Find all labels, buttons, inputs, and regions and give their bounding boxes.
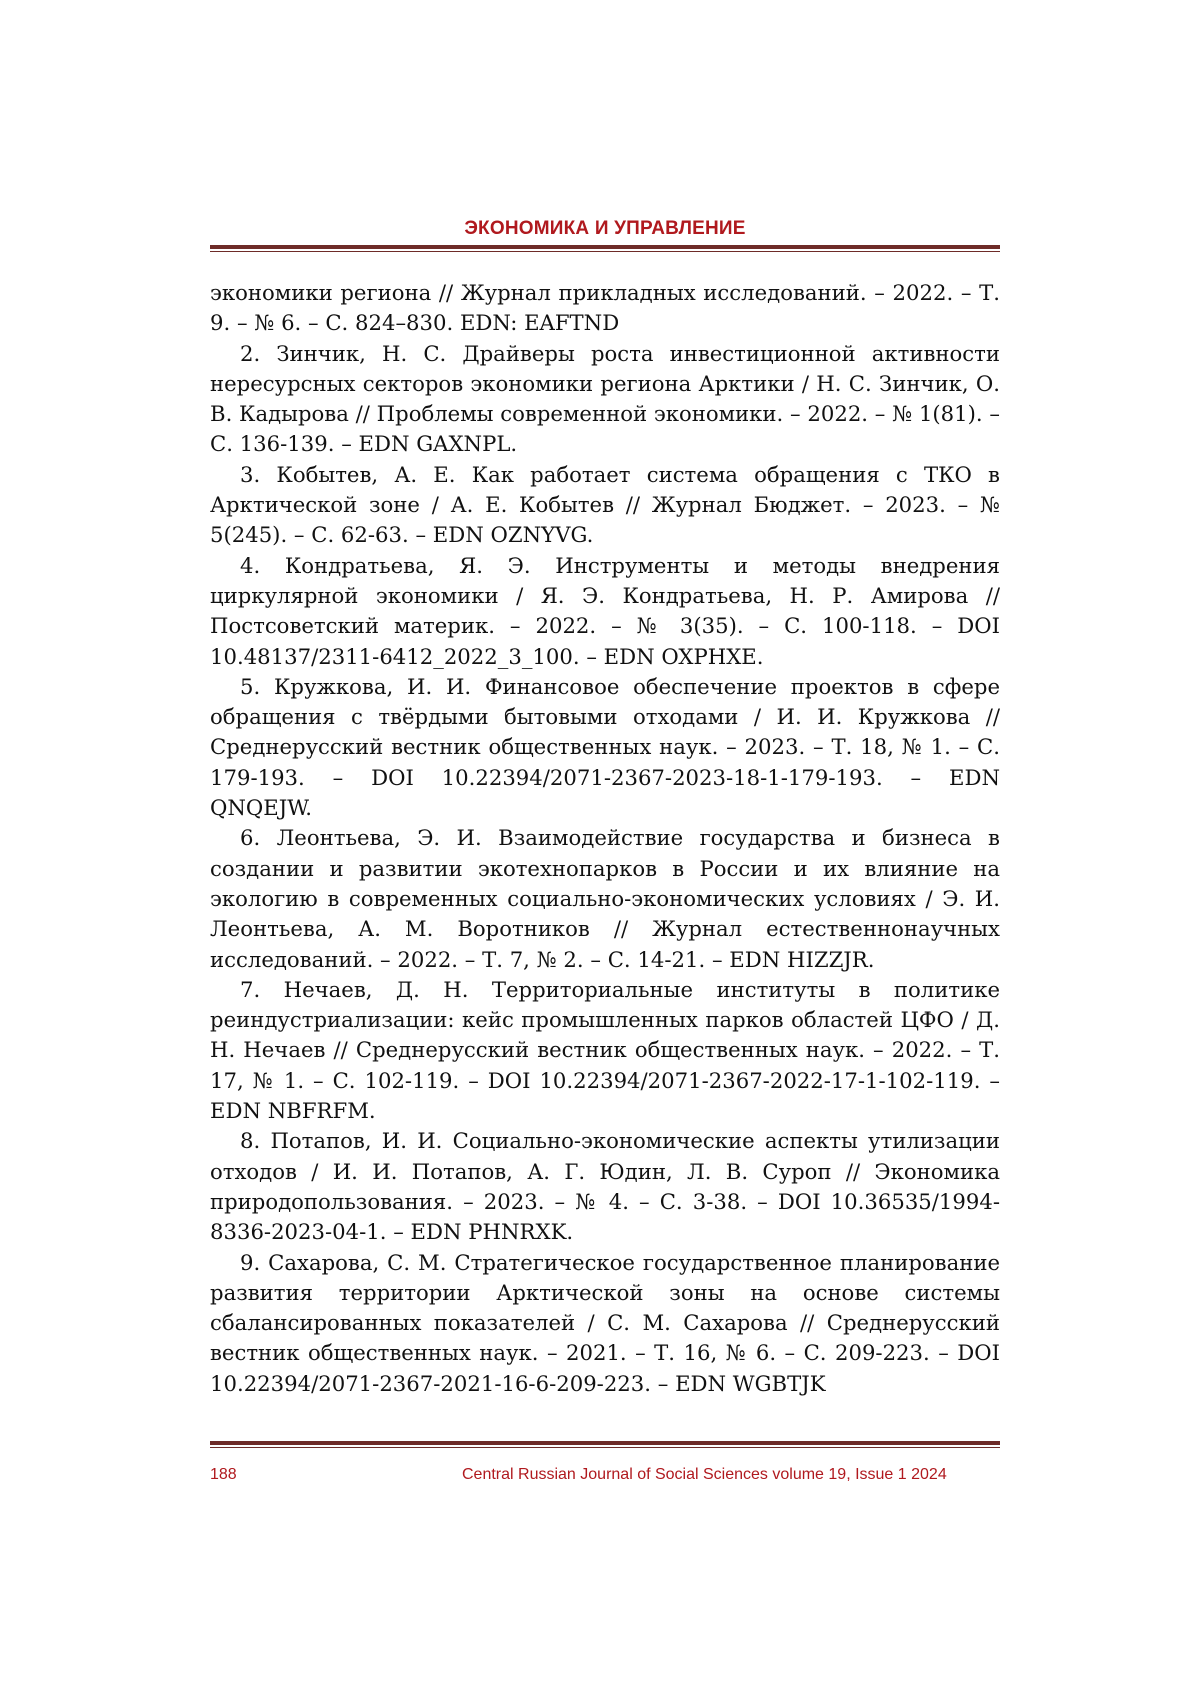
reference-item-5 [210, 672, 1000, 823]
reference-number: 2. [240, 341, 276, 366]
reference-text: Нечаев, Д. Н. Территориальные институты в политике реиндустриализации: кейс промышленных парков областей ЦФО / Д. Н. Нечаев // Среднерусский вестник общественных наук. – 2022. – Т. 17, № 1. – С. 102-119. – DOI 10.22394/2071-2367-2022-17-1-102-119. – EDN NBFRFM. [210, 977, 1000, 1123]
reference-list [210, 278, 1000, 1399]
reference-number: 7. [240, 977, 284, 1002]
reference-item-9 [210, 1248, 1000, 1399]
reference-number: 4. [240, 553, 285, 578]
reference-item-2 [210, 339, 1000, 460]
reference-item-3 [210, 460, 1000, 551]
reference-text: Зинчик, Н. С. Драйверы роста инвестиционной активности нересурсных секторов экономики региона Арктики / Н. С. Зинчик, О. В. Кадырова // Проблемы современной экономики. – 2022. – № 1(81). – С. 136-139. – EDN GAXNPL. [210, 341, 1000, 457]
reference-number: 9. [240, 1250, 268, 1275]
footer-rule-thin [210, 1447, 1000, 1448]
reference-number: 3. [240, 462, 276, 487]
reference-number: 5. [240, 674, 274, 699]
reference-item-4 [210, 551, 1000, 672]
reference-text: Кружкова, И. И. Финансовое обеспечение проектов в сфере обращения с твёрдыми бытовыми отходами / И. И. Кружкова // Среднерусский вестник общественных наук. – 2023. – Т. 18, № 1. – С. 179-193. – DOI 10.22394/2071-2367-2023-18-1-179-193. – EDN QNQEJW. [210, 674, 1000, 820]
reference-number: 6. [240, 825, 277, 850]
header-rule-thin [210, 251, 1000, 252]
reference-text: Кондратьева, Я. Э. Инструменты и методы внедрения циркулярной экономики / Я. Э. Кондратьева, Н. Р. Амирова // Постсоветский материк. – 2022. – № 3(35). – С. 100-118. – DOI 10.48137/2311-6412_2022_3_100. – EDN OXPHXE. [210, 553, 1000, 669]
header-rule [210, 245, 1000, 252]
running-head-section-title: ЭКОНОМИКА И УПРАВЛЕНИЕ [210, 218, 1000, 240]
reference-text: Потапов, И. И. Социально-экономические аспекты утилизации отходов / И. И. Потапов, А. Г. Юдин, Л. В. Суроп // Экономика природопользования. – 2023. – № 4. – С. 3-38. – DOI 10.36535/1994-8336-2023-04-1. – EDN PHNRXK. [210, 1128, 1000, 1244]
reference-text: Сахарова, С. М. Стратегическое государственное планирование развития территории Арктической зоны на основе системы сбалансированных показателей / С. М. Сахарова // Среднерусский вестник общественных наук. – 2021. – Т. 16, № 6. – С. 209-223. – DOI 10.22394/2071-2367-2021-16-6-209-223. – EDN WGBTJK [210, 1250, 1000, 1396]
reference-number: 8. [240, 1128, 270, 1153]
page-number: 188 [210, 1466, 237, 1484]
reference-text: Кобытев, А. Е. Как работает система обращения с ТКО в Арктической зоне / А. Е. Кобытев // Журнал Бюджет. – 2023. – № 5(245). – С. 62-63. – EDN OZNYVG. [210, 462, 1000, 548]
reference-item-7 [210, 975, 1000, 1126]
reference-text: Леонтьева, Э. И. Взаимодействие государства и бизнеса в создании и развитии экотехнопарков в России и их влияние на экологию в современных социально-экономических условиях / Э. И. Леонтьева, А. М. Воротников // Журнал естественнонаучных исследований. – 2022. – Т. 7, № 2. – С. 14-21. – EDN HIZZJR. [210, 825, 1000, 971]
footer-rule [210, 1441, 1000, 1448]
reference-item-8 [210, 1126, 1000, 1247]
reference-item-6 [210, 823, 1000, 974]
reference-continuation: экономики региона // Журнал прикладных исследований. – 2022. – Т. 9. – № 6. – С. 824–830. EDN: EAFTND [210, 278, 1000, 339]
journal-citation: Central Russian Journal of Social Sciences volume 19, Issue 1 2024 [462, 1466, 947, 1484]
